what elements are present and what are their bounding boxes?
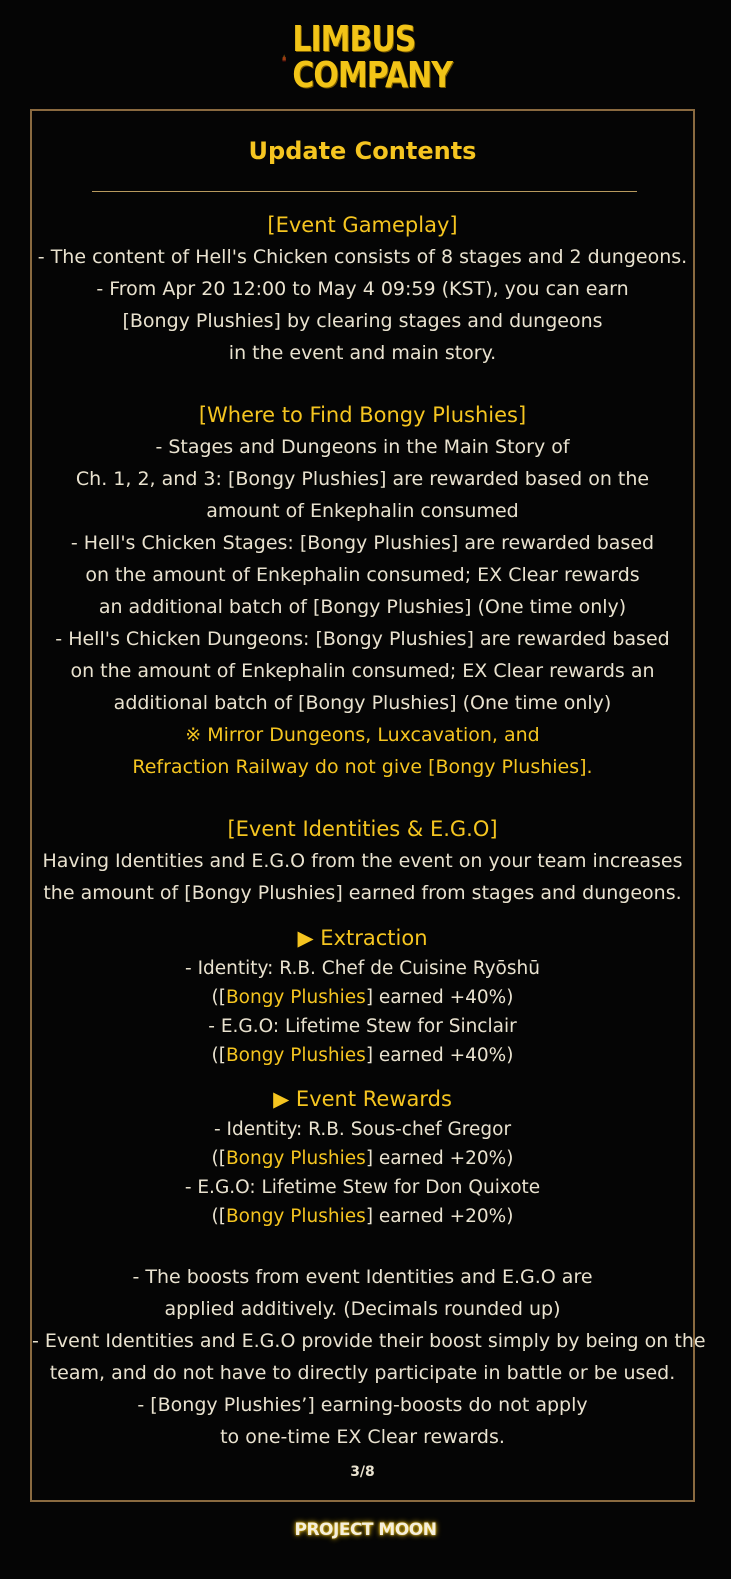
spacer bbox=[32, 1231, 693, 1261]
bonus-mid: ] earned bbox=[365, 1045, 450, 1066]
notes-line: - Event Identities and E.G.O provide their boost simply by being on the bbox=[32, 1330, 706, 1352]
bonus-mid: ] earned bbox=[365, 987, 450, 1008]
logo-line-2: COMPANY bbox=[292, 54, 452, 97]
bonus-prefix: ([ bbox=[211, 987, 226, 1008]
event-identities-heading: [Event Identities & E.G.O] bbox=[227, 817, 498, 841]
bonus-item-name: Bongy Plushies bbox=[225, 987, 366, 1008]
notes-line: to one-time EX Clear rewards. bbox=[220, 1426, 505, 1448]
update-panel bbox=[30, 109, 706, 1502]
extraction-item-name: - Identity: R.B. Chef de Cuisine Ryōshū bbox=[185, 958, 540, 979]
where-to-find-line: amount of Enkephalin consumed bbox=[206, 500, 519, 522]
where-to-find-line: on the amount of Enkephalin consumed; EX Clear rewards bbox=[85, 564, 640, 586]
where-to-find-note: ※ Mirror Dungeons, Luxcavation, and bbox=[185, 724, 540, 746]
extraction-heading: ▶ Extraction bbox=[297, 926, 428, 950]
logo-wordmark bbox=[292, 18, 452, 97]
where-to-find-line: on the amount of Enkephalin consumed; EX Clear rewards an bbox=[70, 660, 655, 682]
project-moon-logo: PROJECT MOON bbox=[294, 1520, 437, 1540]
bonus-item-name: Bongy Plushies bbox=[225, 1045, 366, 1066]
bonus-item-name: Bongy Plushies bbox=[225, 1206, 366, 1227]
page-indicator: 3/8 bbox=[350, 1464, 375, 1480]
event-gameplay-line: - From Apr 20 12:00 to May 4 09:59 (KST), you can earn bbox=[96, 278, 629, 300]
event-gameplay-line: - The content of Hell's Chicken consists of 8 stages and 2 dungeons. bbox=[37, 246, 688, 268]
event-rewards-item-bonus bbox=[32, 1144, 693, 1173]
bonus-value: +20%) bbox=[449, 1148, 514, 1169]
event-rewards-heading: ▶ Event Rewards bbox=[273, 1087, 452, 1111]
logo-line-1: LIMBUS bbox=[292, 18, 416, 61]
notes-line: - [Bongy Plushies’] earning-boosts do not apply bbox=[137, 1394, 588, 1416]
panel-content bbox=[32, 209, 706, 1453]
event-identities-line: Having Identities and E.G.O from the event on your team increases bbox=[42, 850, 683, 872]
title-divider bbox=[92, 191, 637, 192]
bonus-value: +40%) bbox=[449, 987, 514, 1008]
limbus-company-logo bbox=[282, 18, 452, 98]
event-gameplay-heading: [Event Gameplay] bbox=[267, 213, 458, 237]
where-to-find-line: Ch. 1, 2, and 3: [Bongy Plushies] are rewarded based on the bbox=[75, 468, 650, 490]
bonus-mid: ] earned bbox=[365, 1206, 450, 1227]
extraction-item-bonus bbox=[32, 983, 693, 1012]
bonus-mid: ] earned bbox=[365, 1148, 450, 1169]
event-rewards-item-bonus bbox=[32, 1202, 693, 1231]
spacer bbox=[32, 909, 693, 922]
where-to-find-line: additional batch of [Bongy Plushies] (One time only) bbox=[113, 692, 612, 714]
panel-title: Update Contents bbox=[248, 137, 477, 165]
event-gameplay-line: in the event and main story. bbox=[228, 342, 497, 364]
extraction-item-name: - E.G.O: Lifetime Stew for Sinclair bbox=[208, 1016, 517, 1037]
event-rewards-item-name: - E.G.O: Lifetime Stew for Don Quixote bbox=[184, 1177, 541, 1198]
bonus-prefix: ([ bbox=[211, 1045, 226, 1066]
spacer bbox=[32, 369, 693, 399]
where-to-find-line: - Hell's Chicken Stages: [Bongy Plushies] are rewarded based bbox=[70, 532, 655, 554]
notes-line: team, and do not have to directly participate in battle or be used. bbox=[49, 1362, 676, 1384]
notes-line: applied additively. (Decimals rounded up) bbox=[164, 1298, 561, 1320]
spacer bbox=[32, 1070, 693, 1083]
event-identities-line: the amount of [Bongy Plushies] earned from stages and dungeons. bbox=[43, 882, 682, 904]
where-to-find-note: Refraction Railway do not give [Bongy Plushies]. bbox=[132, 756, 593, 778]
train-emblem-icon bbox=[282, 19, 286, 97]
event-rewards-item-name: - Identity: R.B. Sous-chef Gregor bbox=[213, 1119, 512, 1140]
spacer bbox=[32, 783, 693, 813]
event-gameplay-line: [Bongy Plushies] by clearing stages and dungeons bbox=[122, 310, 603, 332]
where-to-find-line: - Hell's Chicken Dungeons: [Bongy Plushies] are rewarded based bbox=[55, 628, 670, 650]
where-to-find-line: - Stages and Dungeons in the Main Story of bbox=[155, 436, 570, 458]
bonus-value: +20%) bbox=[449, 1206, 514, 1227]
where-to-find-heading: [Where to Find Bongy Plushies] bbox=[198, 403, 527, 427]
bonus-prefix: ([ bbox=[211, 1148, 226, 1169]
bonus-value: +40%) bbox=[449, 1045, 514, 1066]
bonus-item-name: Bongy Plushies bbox=[225, 1148, 366, 1169]
bonus-prefix: ([ bbox=[211, 1206, 226, 1227]
notes-line: - The boosts from event Identities and E.G.O are bbox=[132, 1266, 593, 1288]
extraction-item-bonus bbox=[32, 1041, 693, 1070]
where-to-find-line: an additional batch of [Bongy Plushies] (One time only) bbox=[98, 596, 627, 618]
